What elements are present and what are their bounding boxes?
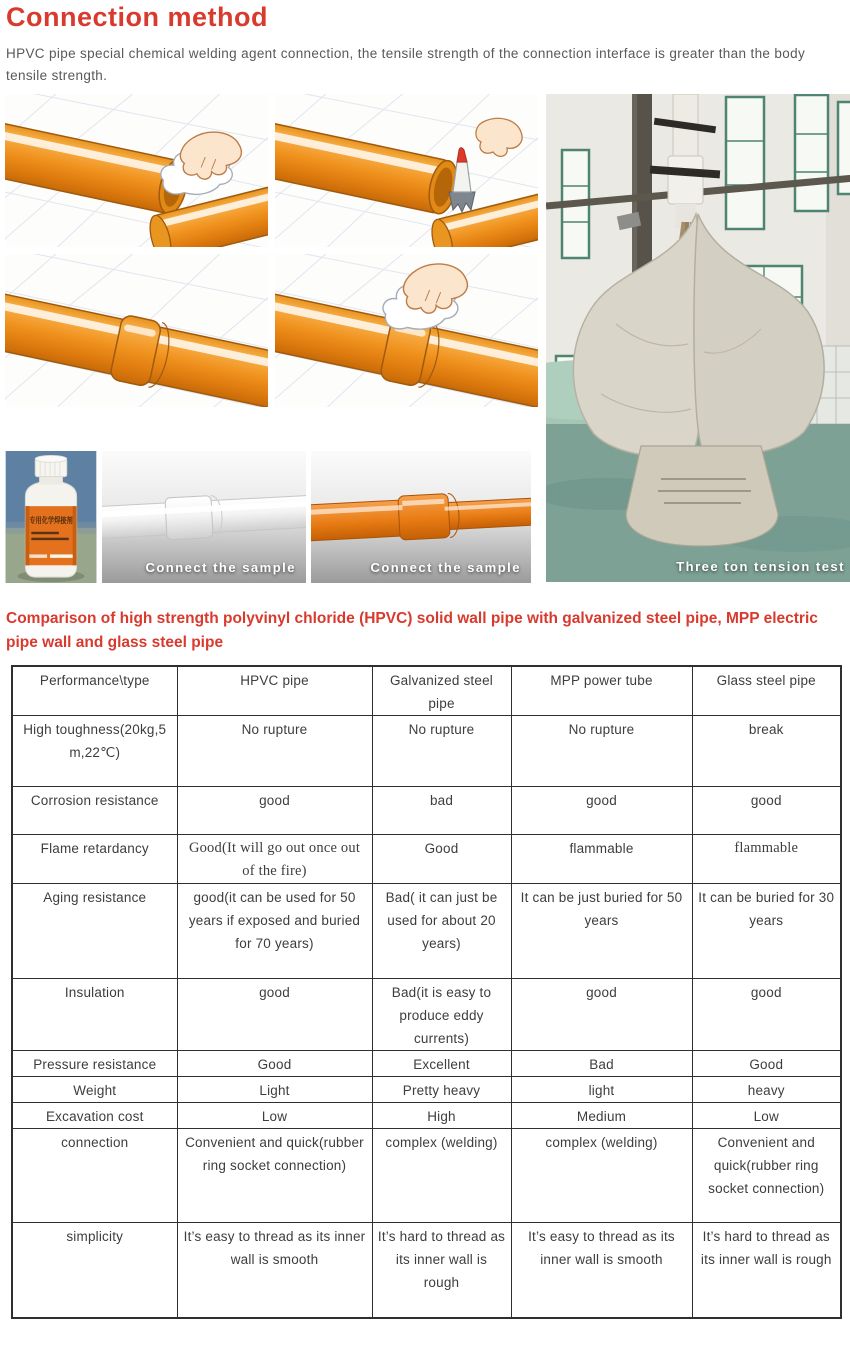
table-cell: Low	[177, 1103, 372, 1129]
row-label: High toughness(20kg,5 m,22℃)	[12, 716, 177, 787]
table-cell: It’s hard to thread as its inner wall is rough	[372, 1223, 511, 1318]
table-cell: Good	[177, 1051, 372, 1077]
table-cell: complex (welding)	[511, 1129, 692, 1223]
table-row	[12, 1223, 841, 1318]
comparison-table	[11, 665, 842, 1319]
table-cell: good	[511, 787, 692, 835]
table-cell: good	[692, 979, 841, 1051]
table-cell: Pretty heavy	[372, 1077, 511, 1103]
row-label: Corrosion resistance	[12, 787, 177, 835]
table-cell: Medium	[511, 1103, 692, 1129]
table-row	[12, 1051, 841, 1077]
intro-text: HPVC pipe special chemical welding agent connection, the tensile strength of the connection interface is greater than the body tensile strength.	[6, 46, 806, 83]
table-row	[12, 979, 841, 1051]
connection-steps-grid	[5, 94, 539, 407]
row-label: Insulation	[12, 979, 177, 1051]
image-caption: Connect the sample	[370, 560, 521, 576]
photo-white-pipe-sample	[102, 451, 306, 583]
media-section	[5, 94, 845, 583]
table-cell: Convenient and quick(rubber ring socket connection)	[177, 1129, 372, 1223]
photo-tension-test	[546, 94, 850, 582]
table-cell: It can be buried for 30 years	[692, 884, 841, 979]
image-caption: Connect the sample	[145, 560, 296, 576]
table-cell: It’s easy to thread as its inner wall is smooth	[177, 1223, 372, 1318]
table-cell: good	[692, 787, 841, 835]
table-cell: High	[372, 1103, 511, 1129]
table-row	[12, 884, 841, 979]
table-row	[12, 1077, 841, 1103]
comparison-heading: Comparison of high strength polyvinyl chloride (HPVC) solid wall pipe with galvanized steel pipe, MPP electric pipe wall and glass steel pipe	[6, 610, 818, 652]
table-cell: light	[511, 1077, 692, 1103]
table-cell: Bad(it is easy to produce eddy currents)	[372, 979, 511, 1051]
table-cell: It’s easy to thread as its inner wall is smooth	[511, 1223, 692, 1318]
wipe-joint-image	[275, 254, 538, 407]
comparison-table-head	[12, 666, 841, 716]
table-cell: bad	[372, 787, 511, 835]
photo-welding-agent-bottle	[5, 451, 97, 583]
row-label: Aging resistance	[12, 884, 177, 979]
row-label: simplicity	[12, 1223, 177, 1318]
column-header: Performance\type	[12, 666, 177, 716]
column-header: MPP power tube	[511, 666, 692, 716]
table-row	[12, 1129, 841, 1223]
table-row	[12, 1103, 841, 1129]
column-header: Glass steel pipe	[692, 666, 841, 716]
table-cell: Excellent	[372, 1051, 511, 1077]
table-cell: good	[177, 787, 372, 835]
illustration-clean-pipe-end	[5, 94, 268, 247]
welding-agent-bottle-image	[5, 451, 97, 583]
page-title: Connection method	[6, 2, 268, 32]
illustration-wipe-joint	[275, 254, 538, 407]
row-label: Weight	[12, 1077, 177, 1103]
clean-pipe-end-image	[5, 94, 268, 247]
table-row	[12, 716, 841, 787]
table-cell: It can be just buried for 50 years	[511, 884, 692, 979]
photo-orange-pipe-sample	[311, 451, 531, 583]
table-cell: Light	[177, 1077, 372, 1103]
image-caption: Three ton tension test	[676, 559, 845, 575]
tension-test-image	[546, 94, 850, 582]
table-cell: flammable	[511, 835, 692, 884]
table-cell: Bad( it can just be used for about 20 years)	[372, 884, 511, 979]
table-header-row	[12, 666, 841, 716]
column-header: HPVC pipe	[177, 666, 372, 716]
illustration-joined-pipe	[5, 254, 268, 407]
media-left-column	[5, 94, 539, 583]
table-cell: Convenient and quick(rubber ring socket connection)	[692, 1129, 841, 1223]
sample-images-row	[5, 451, 539, 583]
table-row	[12, 835, 841, 884]
table-cell: No rupture	[177, 716, 372, 787]
table-cell: Low	[692, 1103, 841, 1129]
table-cell: break	[692, 716, 841, 787]
row-label: Excavation cost	[12, 1103, 177, 1129]
table-cell: It’s hard to thread as its inner wall is rough	[692, 1223, 841, 1318]
table-cell: Good(It will go out once out of the fire)	[177, 835, 372, 884]
table-cell: heavy	[692, 1077, 841, 1103]
apply-welding-agent-image	[275, 94, 538, 247]
table-cell: No rupture	[372, 716, 511, 787]
table-cell: good	[177, 979, 372, 1051]
row-label: connection	[12, 1129, 177, 1223]
table-cell: good	[511, 979, 692, 1051]
table-row	[12, 787, 841, 835]
table-cell: complex (welding)	[372, 1129, 511, 1223]
table-cell: good(it can be used for 50 years if exposed and buried for 70 years)	[177, 884, 372, 979]
table-cell: Bad	[511, 1051, 692, 1077]
table-cell: No rupture	[511, 716, 692, 787]
table-cell: Good	[372, 835, 511, 884]
row-label: Pressure resistance	[12, 1051, 177, 1077]
illustration-apply-welding-agent	[275, 94, 538, 247]
column-header: Galvanized steel pipe	[372, 666, 511, 716]
comparison-table-body	[12, 716, 841, 1318]
joined-pipe-image	[5, 254, 268, 407]
table-cell: flammable	[692, 835, 841, 884]
bottle-label-text: 专用化学焊接剂	[29, 516, 85, 526]
row-label: Flame retardancy	[12, 835, 177, 884]
table-cell: Good	[692, 1051, 841, 1077]
